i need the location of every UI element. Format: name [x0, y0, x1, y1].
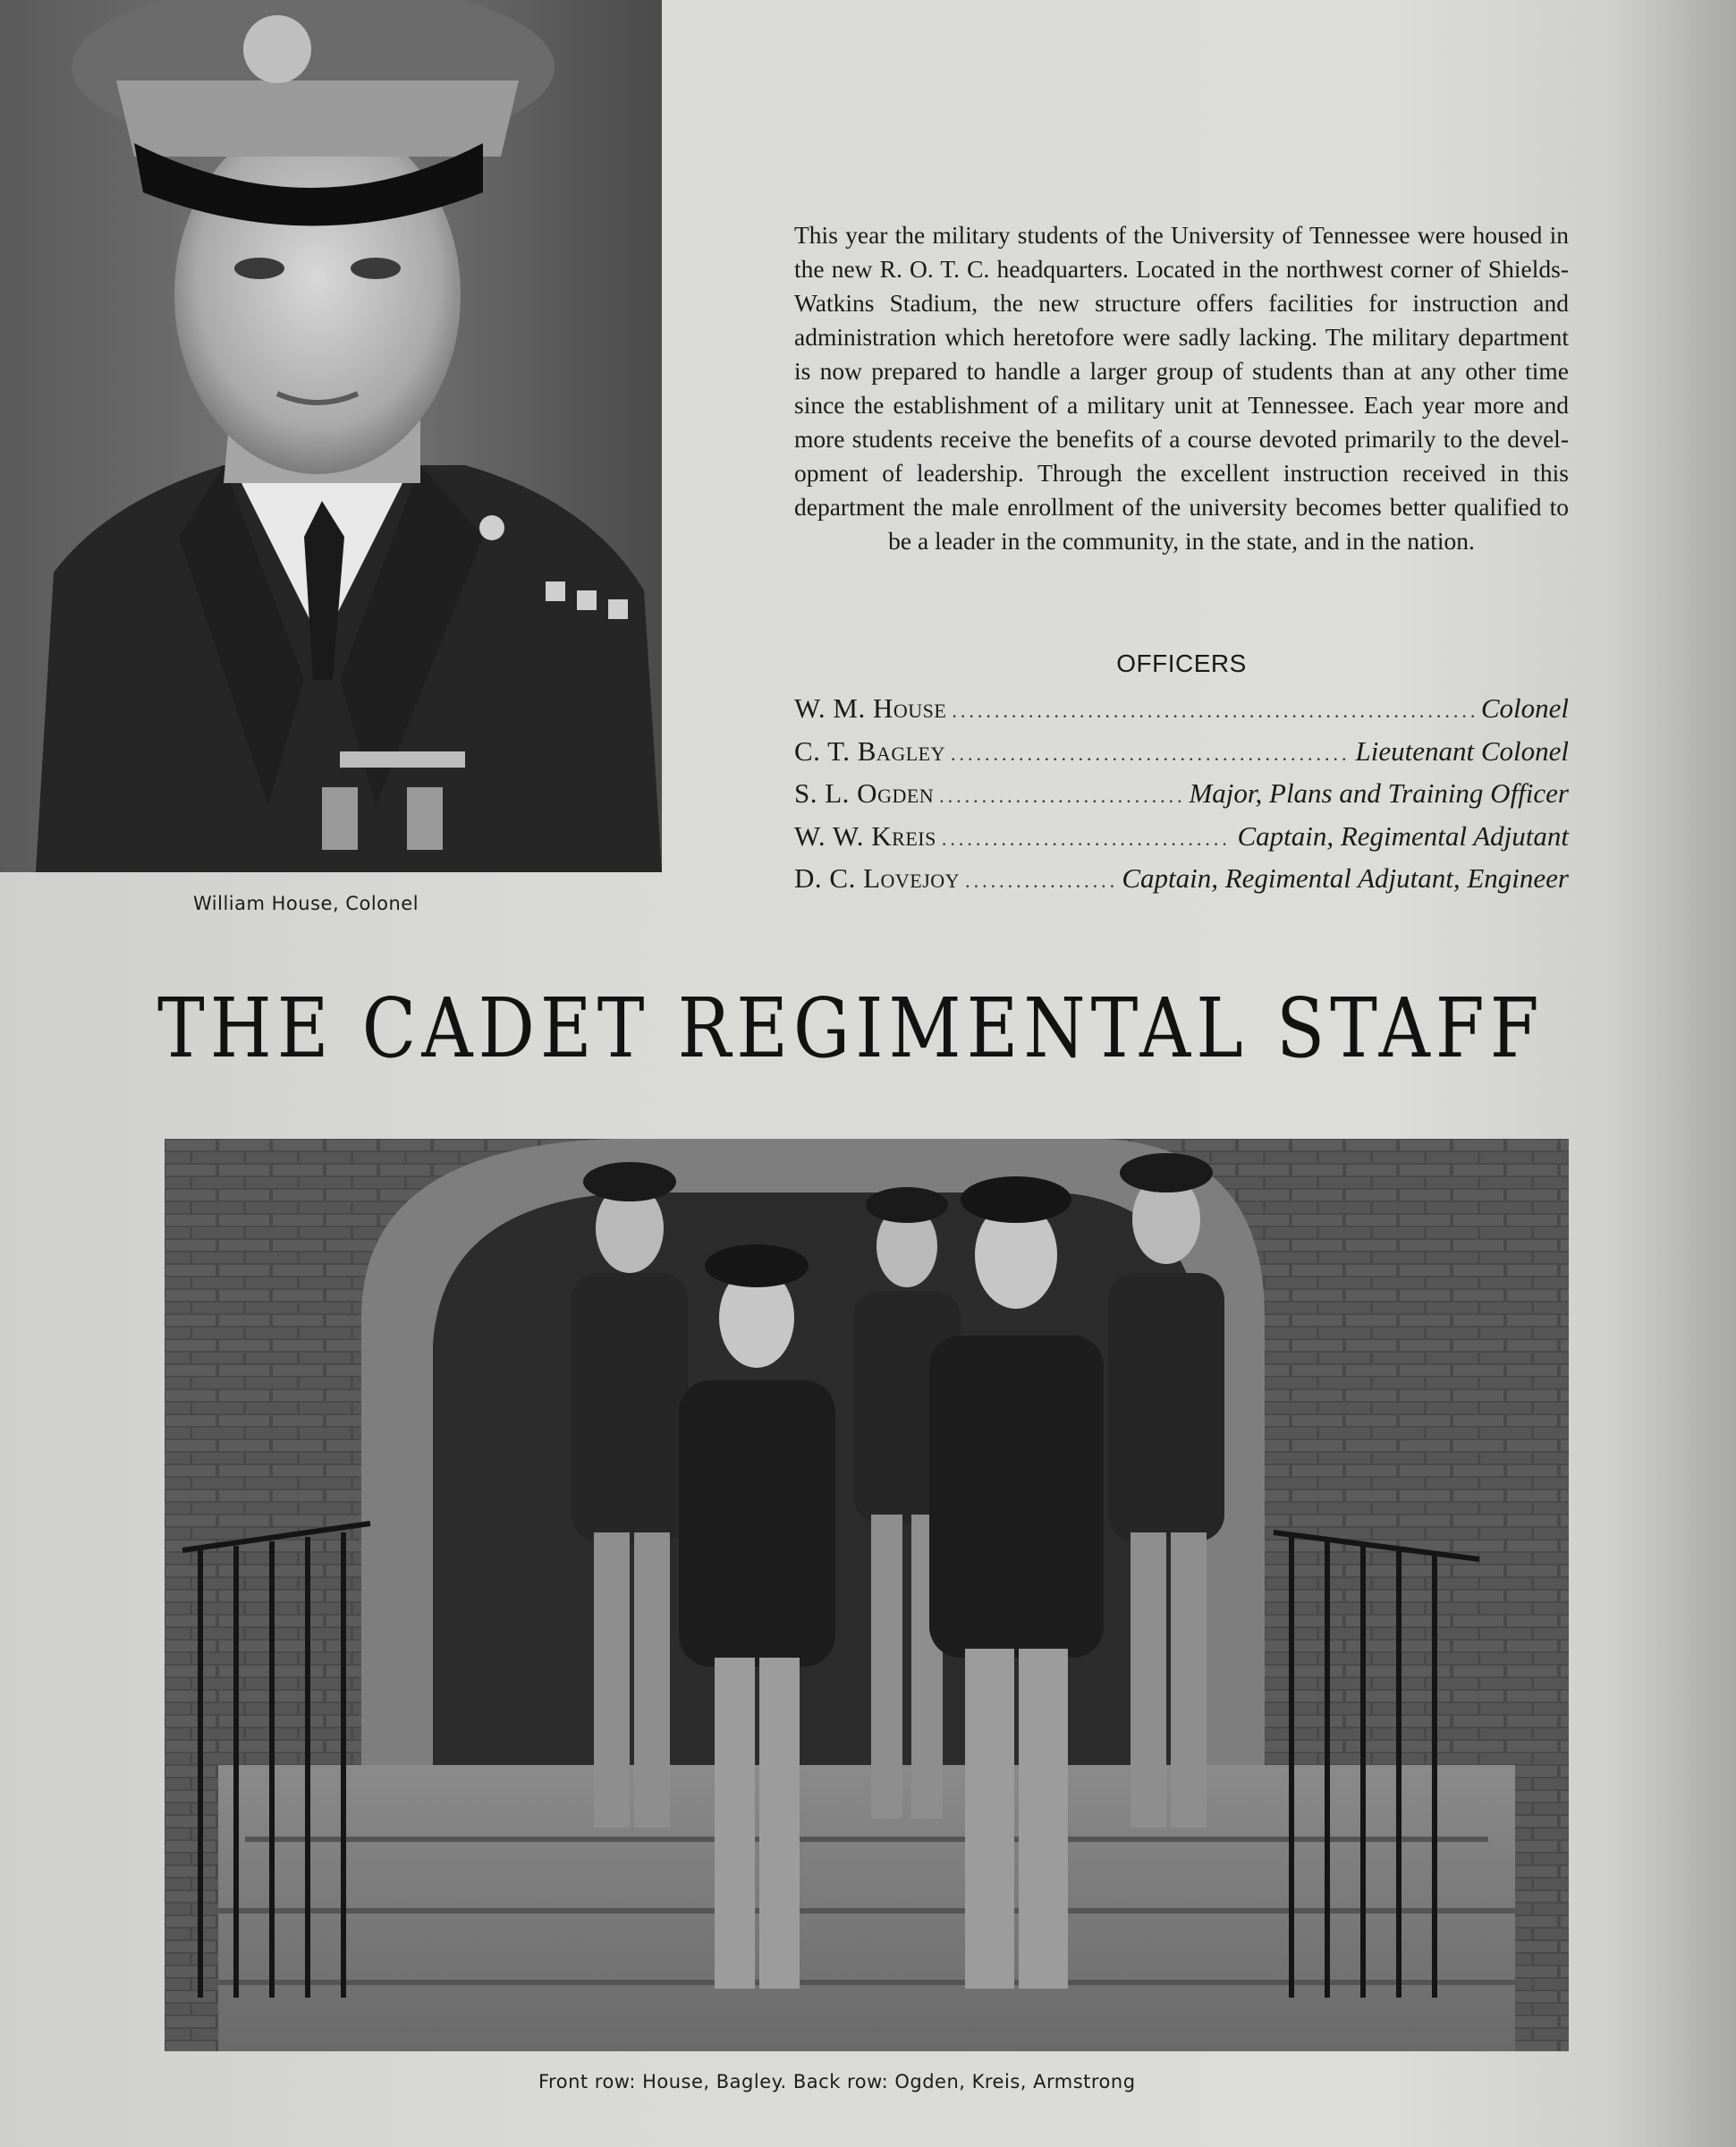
officer-name: D. C. Lovejoy: [794, 862, 961, 894]
officer-name: C. T. Bagley: [794, 734, 945, 767]
officers-heading: OFFICERS: [1116, 649, 1247, 677]
officer-row: [794, 735, 1569, 778]
officer-rank: Captain, Regimental Adjutant: [1237, 819, 1569, 852]
officer-row: [794, 777, 1569, 820]
portrait-illustration: [0, 0, 662, 872]
officer-rank: Major, Plans and Training Officer: [1189, 777, 1569, 809]
officer-row: [794, 862, 1569, 905]
dot-leader: [965, 870, 1116, 893]
portrait-caption: William House, Colonel: [193, 893, 419, 914]
regimental-staff-group-photo: [165, 1139, 1569, 2051]
officer-name: S. L. Ogden: [794, 777, 935, 809]
officer-row: [794, 692, 1569, 735]
group-photo-illustration: [165, 1139, 1569, 2051]
group-photo-caption: Front row: House, Bagley. Back row: Ogden, Kreis, Armstrong: [538, 2071, 1136, 2092]
officer-rank: Captain, Regimental Adjutant, Engineer: [1122, 862, 1569, 894]
officer-rank: Colonel: [1480, 692, 1569, 724]
dot-leader: [952, 700, 1476, 723]
officer-rank: Lieutenant Colonel: [1355, 734, 1569, 767]
page-title: THE CADET REGIMENTAL STAFF: [157, 980, 1545, 1076]
officer-name: W. M. House: [794, 692, 947, 724]
intro-paragraph: This year the military students of the University of Tennessee were housed in the new R. O. T. C. headquarters. Located in the northwest corner of Shields-Watkins Stadium, the new structure offers facilities for instruction and administration which heretofore were sadly lacking. The military department is now prepared to handle a larger group of students than at any other time since the establishment of a military unit at Tennessee. Each year more and more students receive the benefits of a course devoted primarily to the development of leadership. Through the excellent instruction received in this department the male enrollment of the university becomes better qualified to be a leader in the community, in the state, and in the nation.: [794, 220, 1569, 555]
officers-list: [794, 692, 1569, 905]
colonel-portrait-photo: [0, 0, 662, 872]
dot-leader: [942, 827, 1232, 851]
dot-leader: [951, 743, 1351, 766]
dot-leader: [939, 785, 1183, 808]
officer-row: [794, 820, 1569, 863]
officer-name: W. W. Kreis: [794, 819, 936, 852]
